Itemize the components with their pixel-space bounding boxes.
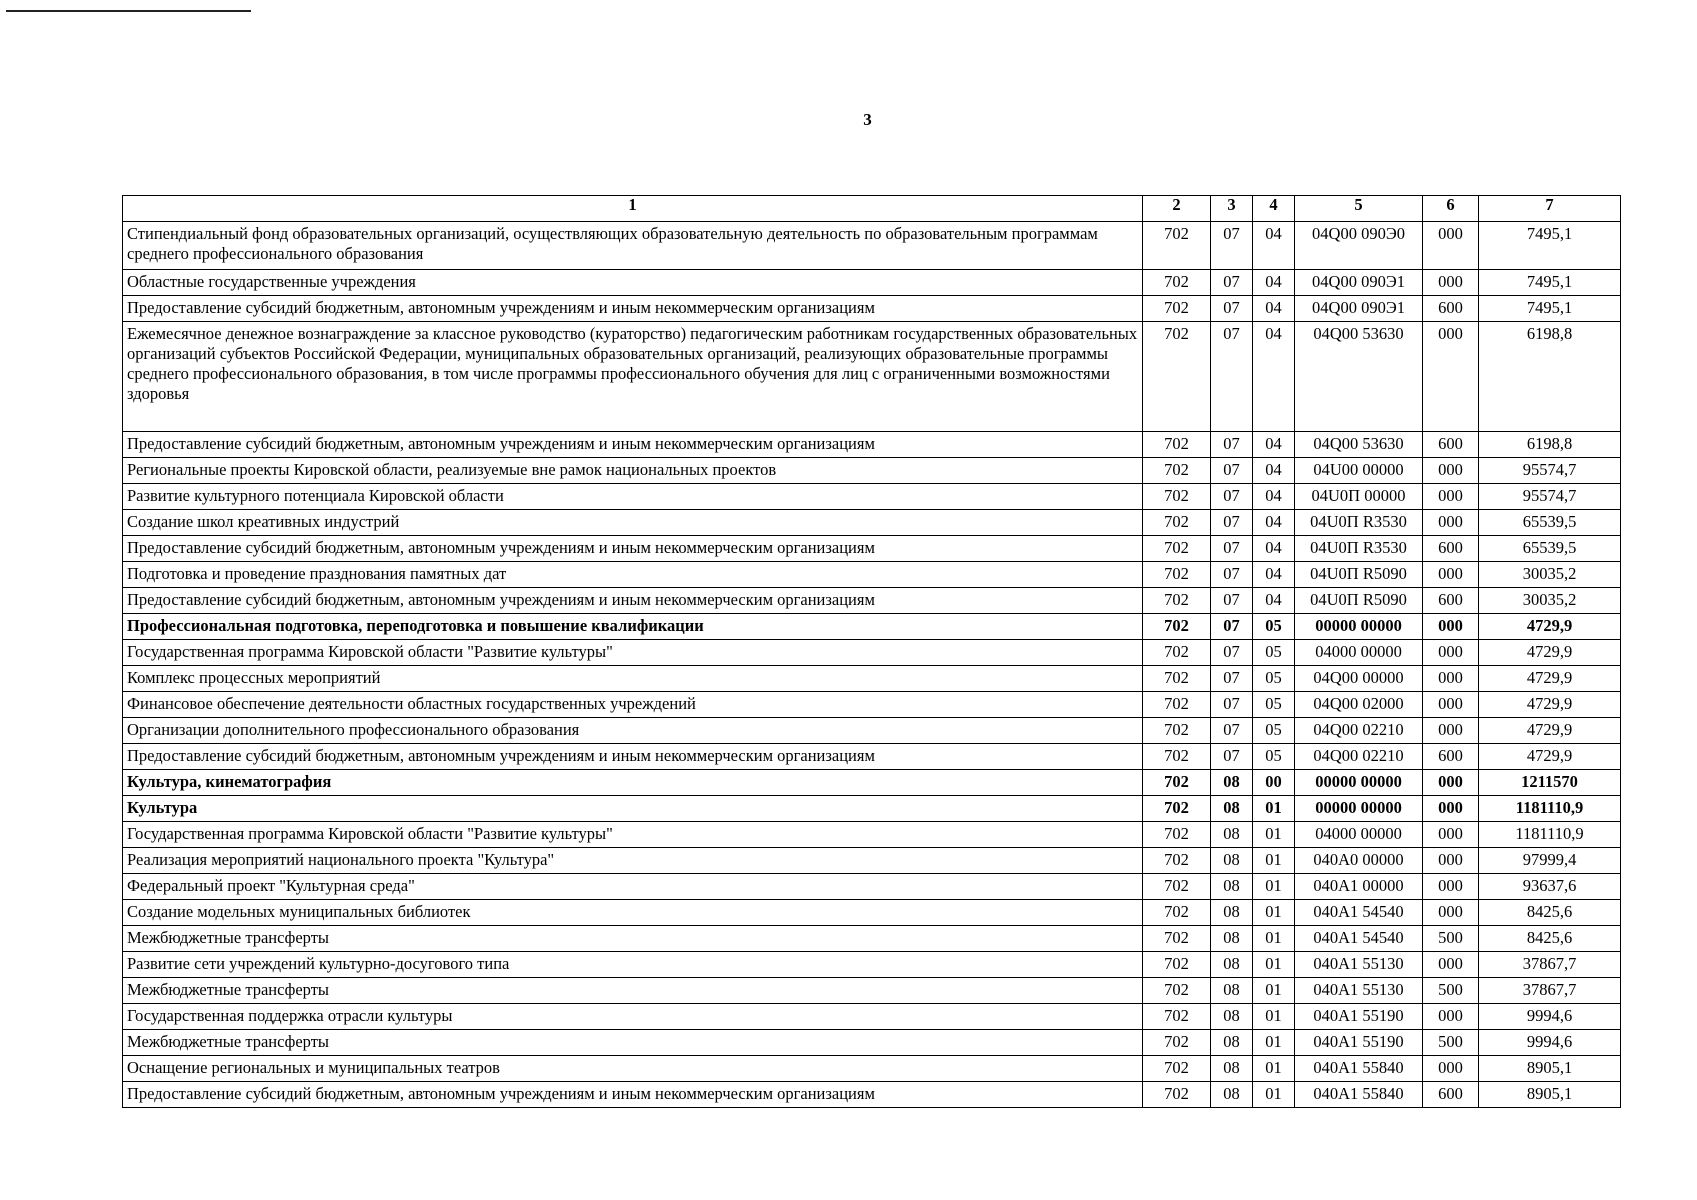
table-row xyxy=(123,692,1621,718)
row-target-article: 040A1 55190 xyxy=(1295,1004,1423,1030)
row-amount: 7495,1 xyxy=(1479,222,1621,270)
table-row xyxy=(123,536,1621,562)
table-row xyxy=(123,1030,1621,1056)
row-subsection-code: 01 xyxy=(1253,848,1295,874)
row-subsection-code: 04 xyxy=(1253,562,1295,588)
row-amount: 4729,9 xyxy=(1479,640,1621,666)
table-row xyxy=(123,640,1621,666)
row-section-code: 08 xyxy=(1211,1082,1253,1108)
row-target-article: 040A1 55130 xyxy=(1295,978,1423,1004)
row-section-code: 08 xyxy=(1211,978,1253,1004)
row-name: Развитие культурного потенциала Кировской области xyxy=(123,484,1143,510)
table-row xyxy=(123,458,1621,484)
row-amount: 8425,6 xyxy=(1479,900,1621,926)
row-vr-code: 702 xyxy=(1143,270,1211,296)
row-amount: 6198,8 xyxy=(1479,322,1621,432)
top-rule xyxy=(6,10,251,12)
row-section-code: 07 xyxy=(1211,536,1253,562)
row-amount: 97999,4 xyxy=(1479,848,1621,874)
row-amount: 4729,9 xyxy=(1479,744,1621,770)
row-subsection-code: 01 xyxy=(1253,900,1295,926)
row-target-article: 040A1 55190 xyxy=(1295,1030,1423,1056)
row-section-code: 07 xyxy=(1211,270,1253,296)
row-name: Стипендиальный фонд образовательных организаций, осуществляющих образовательную деятельность по образовательным программам среднего профессионального образования xyxy=(123,222,1143,270)
row-name: Предоставление субсидий бюджетным, автономным учреждениям и иным некоммерческим организациям xyxy=(123,1082,1143,1108)
row-section-code: 08 xyxy=(1211,796,1253,822)
row-amount: 1181110,9 xyxy=(1479,796,1621,822)
table-row xyxy=(123,978,1621,1004)
row-target-article: 04Q00 00000 xyxy=(1295,666,1423,692)
row-vr-code: 702 xyxy=(1143,510,1211,536)
row-vr-code: 702 xyxy=(1143,926,1211,952)
row-amount: 65539,5 xyxy=(1479,510,1621,536)
table-row xyxy=(123,666,1621,692)
row-section-code: 07 xyxy=(1211,718,1253,744)
row-subsection-code: 01 xyxy=(1253,952,1295,978)
row-section-code: 07 xyxy=(1211,666,1253,692)
row-section-code: 07 xyxy=(1211,484,1253,510)
row-subsection-code: 01 xyxy=(1253,978,1295,1004)
row-amount: 7495,1 xyxy=(1479,270,1621,296)
row-name: Подготовка и проведение празднования памятных дат xyxy=(123,562,1143,588)
row-subsection-code: 04 xyxy=(1253,222,1295,270)
row-subsection-code: 05 xyxy=(1253,614,1295,640)
row-vr-code: 702 xyxy=(1143,222,1211,270)
row-target-article: 04Q00 090Э1 xyxy=(1295,296,1423,322)
row-vr-code: 702 xyxy=(1143,1082,1211,1108)
row-subsection-code: 04 xyxy=(1253,588,1295,614)
column-header-6: 6 xyxy=(1423,196,1479,222)
row-target-article: 04000 00000 xyxy=(1295,822,1423,848)
row-target-article: 04U0П R5090 xyxy=(1295,588,1423,614)
row-vr-code: 702 xyxy=(1143,484,1211,510)
row-subsection-code: 01 xyxy=(1253,796,1295,822)
row-subsection-code: 04 xyxy=(1253,510,1295,536)
row-expense-type: 000 xyxy=(1423,510,1479,536)
row-expense-type: 600 xyxy=(1423,588,1479,614)
row-target-article: 04U0П R3530 xyxy=(1295,536,1423,562)
row-name: Региональные проекты Кировской области, реализуемые вне рамок национальных проектов xyxy=(123,458,1143,484)
column-header-1: 1 xyxy=(123,196,1143,222)
table-row xyxy=(123,796,1621,822)
row-target-article: 040A1 55130 xyxy=(1295,952,1423,978)
row-name: Реализация мероприятий национального проекта "Культура" xyxy=(123,848,1143,874)
row-amount: 4729,9 xyxy=(1479,718,1621,744)
row-section-code: 08 xyxy=(1211,848,1253,874)
row-expense-type: 000 xyxy=(1423,562,1479,588)
row-expense-type: 600 xyxy=(1423,536,1479,562)
row-vr-code: 702 xyxy=(1143,536,1211,562)
row-vr-code: 702 xyxy=(1143,1004,1211,1030)
row-section-code: 08 xyxy=(1211,900,1253,926)
row-target-article: 04U0П 00000 xyxy=(1295,484,1423,510)
row-name: Государственная поддержка отрасли культуры xyxy=(123,1004,1143,1030)
row-expense-type: 000 xyxy=(1423,1056,1479,1082)
row-target-article: 04Q00 090Э1 xyxy=(1295,270,1423,296)
row-amount: 95574,7 xyxy=(1479,484,1621,510)
row-amount: 9994,6 xyxy=(1479,1004,1621,1030)
row-section-code: 07 xyxy=(1211,510,1253,536)
row-target-article: 040A1 00000 xyxy=(1295,874,1423,900)
row-section-code: 07 xyxy=(1211,562,1253,588)
table-row xyxy=(123,718,1621,744)
row-vr-code: 702 xyxy=(1143,458,1211,484)
row-section-code: 08 xyxy=(1211,1004,1253,1030)
row-expense-type: 000 xyxy=(1423,222,1479,270)
row-vr-code: 702 xyxy=(1143,744,1211,770)
row-vr-code: 702 xyxy=(1143,432,1211,458)
row-name: Предоставление субсидий бюджетным, автономным учреждениям и иным некоммерческим организациям xyxy=(123,296,1143,322)
row-name: Предоставление субсидий бюджетным, автономным учреждениям и иным некоммерческим организациям xyxy=(123,536,1143,562)
row-subsection-code: 05 xyxy=(1253,640,1295,666)
row-name: Развитие сети учреждений культурно-досугового типа xyxy=(123,952,1143,978)
row-amount: 6198,8 xyxy=(1479,432,1621,458)
row-subsection-code: 01 xyxy=(1253,874,1295,900)
row-subsection-code: 01 xyxy=(1253,1004,1295,1030)
row-name: Комплекс процессных мероприятий xyxy=(123,666,1143,692)
row-name: Межбюджетные трансферты xyxy=(123,978,1143,1004)
row-expense-type: 000 xyxy=(1423,322,1479,432)
row-expense-type: 000 xyxy=(1423,484,1479,510)
table-row xyxy=(123,900,1621,926)
row-name: Профессиональная подготовка, переподготовка и повышение квалификации xyxy=(123,614,1143,640)
row-vr-code: 702 xyxy=(1143,322,1211,432)
row-target-article: 040A1 54540 xyxy=(1295,926,1423,952)
row-expense-type: 000 xyxy=(1423,718,1479,744)
row-subsection-code: 05 xyxy=(1253,744,1295,770)
row-target-article: 00000 00000 xyxy=(1295,614,1423,640)
table-row xyxy=(123,770,1621,796)
row-section-code: 08 xyxy=(1211,1056,1253,1082)
row-expense-type: 000 xyxy=(1423,848,1479,874)
row-amount: 65539,5 xyxy=(1479,536,1621,562)
row-target-article: 04U00 00000 xyxy=(1295,458,1423,484)
row-name: Финансовое обеспечение деятельности областных государственных учреждений xyxy=(123,692,1143,718)
table-row xyxy=(123,484,1621,510)
row-section-code: 07 xyxy=(1211,692,1253,718)
table-row xyxy=(123,1082,1621,1108)
row-name: Создание модельных муниципальных библиотек xyxy=(123,900,1143,926)
row-vr-code: 702 xyxy=(1143,666,1211,692)
row-section-code: 08 xyxy=(1211,822,1253,848)
row-expense-type: 600 xyxy=(1423,296,1479,322)
row-amount: 9994,6 xyxy=(1479,1030,1621,1056)
row-expense-type: 000 xyxy=(1423,666,1479,692)
row-name: Межбюджетные трансферты xyxy=(123,1030,1143,1056)
row-subsection-code: 00 xyxy=(1253,770,1295,796)
table-row xyxy=(123,322,1621,432)
row-vr-code: 702 xyxy=(1143,796,1211,822)
row-target-article: 04Q00 53630 xyxy=(1295,322,1423,432)
table-row xyxy=(123,562,1621,588)
row-target-article: 040A1 54540 xyxy=(1295,900,1423,926)
page-number: 3 xyxy=(863,110,872,129)
row-vr-code: 702 xyxy=(1143,822,1211,848)
row-name: Организации дополнительного профессионального образования xyxy=(123,718,1143,744)
table-row xyxy=(123,822,1621,848)
row-name: Межбюджетные трансферты xyxy=(123,926,1143,952)
row-section-code: 07 xyxy=(1211,744,1253,770)
table-row xyxy=(123,432,1621,458)
row-target-article: 04Q00 090Э0 xyxy=(1295,222,1423,270)
row-amount: 95574,7 xyxy=(1479,458,1621,484)
row-name: Культура xyxy=(123,796,1143,822)
row-name: Оснащение региональных и муниципальных театров xyxy=(123,1056,1143,1082)
row-name: Государственная программа Кировской области "Развитие культуры" xyxy=(123,640,1143,666)
row-vr-code: 702 xyxy=(1143,588,1211,614)
row-expense-type: 000 xyxy=(1423,874,1479,900)
row-vr-code: 702 xyxy=(1143,1056,1211,1082)
row-amount: 93637,6 xyxy=(1479,874,1621,900)
row-subsection-code: 01 xyxy=(1253,1030,1295,1056)
row-vr-code: 702 xyxy=(1143,874,1211,900)
row-vr-code: 702 xyxy=(1143,978,1211,1004)
row-name: Федеральный проект "Культурная среда" xyxy=(123,874,1143,900)
row-subsection-code: 01 xyxy=(1253,1056,1295,1082)
row-expense-type: 000 xyxy=(1423,692,1479,718)
row-expense-type: 000 xyxy=(1423,458,1479,484)
row-section-code: 07 xyxy=(1211,458,1253,484)
row-section-code: 08 xyxy=(1211,952,1253,978)
row-section-code: 08 xyxy=(1211,770,1253,796)
table-row xyxy=(123,1004,1621,1030)
row-vr-code: 702 xyxy=(1143,640,1211,666)
row-subsection-code: 04 xyxy=(1253,484,1295,510)
row-vr-code: 702 xyxy=(1143,718,1211,744)
row-section-code: 07 xyxy=(1211,296,1253,322)
row-vr-code: 702 xyxy=(1143,900,1211,926)
row-vr-code: 702 xyxy=(1143,692,1211,718)
row-amount: 8905,1 xyxy=(1479,1056,1621,1082)
row-subsection-code: 04 xyxy=(1253,322,1295,432)
row-target-article: 04Q00 02000 xyxy=(1295,692,1423,718)
row-amount: 7495,1 xyxy=(1479,296,1621,322)
column-header-7: 7 xyxy=(1479,196,1621,222)
row-subsection-code: 01 xyxy=(1253,822,1295,848)
row-expense-type: 000 xyxy=(1423,822,1479,848)
row-target-article: 040A1 55840 xyxy=(1295,1056,1423,1082)
header-row xyxy=(123,196,1621,222)
row-target-article: 04Q00 02210 xyxy=(1295,718,1423,744)
row-section-code: 08 xyxy=(1211,926,1253,952)
row-amount: 1181110,9 xyxy=(1479,822,1621,848)
row-amount: 37867,7 xyxy=(1479,952,1621,978)
row-amount: 8425,6 xyxy=(1479,926,1621,952)
table-row xyxy=(123,874,1621,900)
row-expense-type: 500 xyxy=(1423,1030,1479,1056)
row-expense-type: 600 xyxy=(1423,1082,1479,1108)
row-section-code: 07 xyxy=(1211,432,1253,458)
row-expense-type: 000 xyxy=(1423,952,1479,978)
row-name: Государственная программа Кировской области "Развитие культуры" xyxy=(123,822,1143,848)
column-header-4: 4 xyxy=(1253,196,1295,222)
row-target-article: 04Q00 02210 xyxy=(1295,744,1423,770)
row-amount: 30035,2 xyxy=(1479,562,1621,588)
column-header-3: 3 xyxy=(1211,196,1253,222)
row-subsection-code: 04 xyxy=(1253,270,1295,296)
row-amount: 37867,7 xyxy=(1479,978,1621,1004)
row-section-code: 07 xyxy=(1211,222,1253,270)
row-section-code: 07 xyxy=(1211,640,1253,666)
row-subsection-code: 04 xyxy=(1253,536,1295,562)
row-amount: 4729,9 xyxy=(1479,666,1621,692)
row-target-article: 040A1 55840 xyxy=(1295,1082,1423,1108)
row-name: Предоставление субсидий бюджетным, автономным учреждениям и иным некоммерческим организациям xyxy=(123,588,1143,614)
row-subsection-code: 01 xyxy=(1253,926,1295,952)
row-expense-type: 500 xyxy=(1423,926,1479,952)
row-subsection-code: 04 xyxy=(1253,458,1295,484)
row-amount: 4729,9 xyxy=(1479,692,1621,718)
table-row xyxy=(123,1056,1621,1082)
row-target-article: 00000 00000 xyxy=(1295,796,1423,822)
row-name: Областные государственные учреждения xyxy=(123,270,1143,296)
row-subsection-code: 04 xyxy=(1253,296,1295,322)
table-body xyxy=(123,222,1621,1108)
row-amount: 8905,1 xyxy=(1479,1082,1621,1108)
table-header xyxy=(123,196,1621,222)
row-subsection-code: 05 xyxy=(1253,718,1295,744)
row-section-code: 08 xyxy=(1211,874,1253,900)
table-row xyxy=(123,222,1621,270)
row-subsection-code: 04 xyxy=(1253,432,1295,458)
table-row xyxy=(123,952,1621,978)
row-vr-code: 702 xyxy=(1143,952,1211,978)
row-expense-type: 000 xyxy=(1423,640,1479,666)
row-amount: 30035,2 xyxy=(1479,588,1621,614)
row-expense-type: 500 xyxy=(1423,978,1479,1004)
row-expense-type: 000 xyxy=(1423,1004,1479,1030)
row-target-article: 04U0П R3530 xyxy=(1295,510,1423,536)
table-row xyxy=(123,296,1621,322)
row-name: Предоставление субсидий бюджетным, автономным учреждениям и иным некоммерческим организациям xyxy=(123,744,1143,770)
row-expense-type: 000 xyxy=(1423,796,1479,822)
row-vr-code: 702 xyxy=(1143,296,1211,322)
row-section-code: 07 xyxy=(1211,322,1253,432)
row-target-article: 040A0 00000 xyxy=(1295,848,1423,874)
row-expense-type: 000 xyxy=(1423,270,1479,296)
row-target-article: 04U0П R5090 xyxy=(1295,562,1423,588)
row-expense-type: 000 xyxy=(1423,614,1479,640)
row-vr-code: 702 xyxy=(1143,848,1211,874)
row-vr-code: 702 xyxy=(1143,770,1211,796)
row-subsection-code: 01 xyxy=(1253,1082,1295,1108)
row-expense-type: 000 xyxy=(1423,900,1479,926)
row-target-article: 04Q00 53630 xyxy=(1295,432,1423,458)
row-section-code: 07 xyxy=(1211,614,1253,640)
row-target-article: 04000 00000 xyxy=(1295,640,1423,666)
row-vr-code: 702 xyxy=(1143,1030,1211,1056)
table-row xyxy=(123,270,1621,296)
table-row xyxy=(123,614,1621,640)
row-amount: 4729,9 xyxy=(1479,614,1621,640)
row-subsection-code: 05 xyxy=(1253,666,1295,692)
row-target-article: 00000 00000 xyxy=(1295,770,1423,796)
row-name: Создание школ креативных индустрий xyxy=(123,510,1143,536)
table-row xyxy=(123,588,1621,614)
table-row xyxy=(123,510,1621,536)
row-name: Культура, кинематография xyxy=(123,770,1143,796)
row-name: Ежемесячное денежное вознаграждение за классное руководство (кураторство) педагогическим работникам государственных образовательных организаций субъектов Российской Федерации, муниципальных образовательных организаций, реализующих образовательные программы среднего профессионального образования, в том числе программы профессионального обучения для лиц с ограниченными возможностями здоровья xyxy=(123,322,1143,432)
row-section-code: 08 xyxy=(1211,1030,1253,1056)
row-name: Предоставление субсидий бюджетным, автономным учреждениям и иным некоммерческим организациям xyxy=(123,432,1143,458)
table-row xyxy=(123,744,1621,770)
row-section-code: 07 xyxy=(1211,588,1253,614)
row-expense-type: 600 xyxy=(1423,432,1479,458)
table-row xyxy=(123,926,1621,952)
row-vr-code: 702 xyxy=(1143,562,1211,588)
budget-table xyxy=(122,195,1621,1108)
row-vr-code: 702 xyxy=(1143,614,1211,640)
column-header-2: 2 xyxy=(1143,196,1211,222)
row-subsection-code: 05 xyxy=(1253,692,1295,718)
row-expense-type: 600 xyxy=(1423,744,1479,770)
table-row xyxy=(123,848,1621,874)
column-header-5: 5 xyxy=(1295,196,1423,222)
row-expense-type: 000 xyxy=(1423,770,1479,796)
row-amount: 1211570 xyxy=(1479,770,1621,796)
